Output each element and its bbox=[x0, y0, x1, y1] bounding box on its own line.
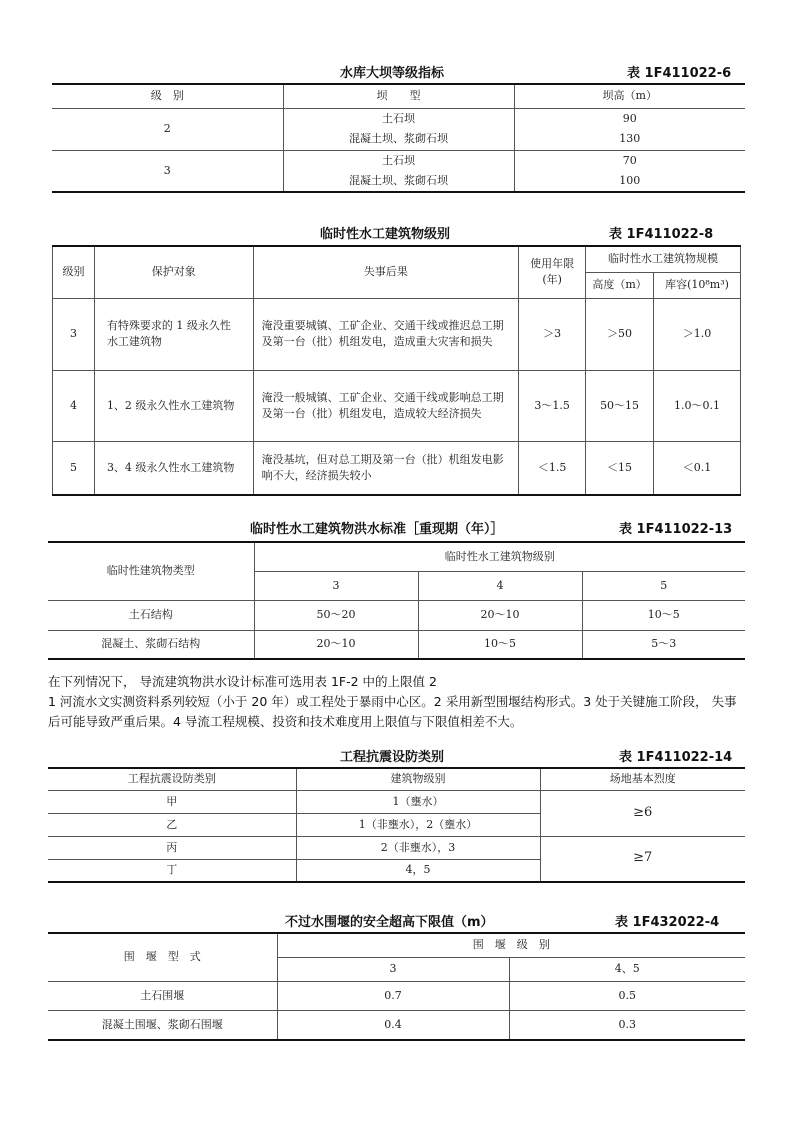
table4-header-category: 工程抗震设防类别 bbox=[48, 768, 296, 790]
table1-header-level: 级 别 bbox=[52, 84, 283, 108]
table3 bbox=[48, 541, 745, 660]
table1-cell: 90 bbox=[514, 108, 745, 129]
table5-cell: 0.5 bbox=[509, 981, 745, 1010]
table1-cell: 70 bbox=[514, 150, 745, 171]
table4-cell: ≥6 bbox=[540, 790, 745, 836]
table3-level-4: 4 bbox=[418, 571, 582, 600]
table2-cell: 3 bbox=[53, 298, 95, 370]
table2-cell: ＜0.1 bbox=[654, 441, 741, 495]
table1-header-height: 坝高（m） bbox=[514, 84, 745, 108]
table3-cell: 10～5 bbox=[582, 600, 745, 630]
table3-cell: 混凝土、浆砌石结构 bbox=[48, 630, 254, 659]
table3-level-5: 5 bbox=[582, 571, 745, 600]
table1-cell: 混凝土坝、浆砌石坝 bbox=[283, 129, 514, 150]
table2-header-object: 保护对象 bbox=[94, 246, 253, 298]
table3-cell: 20～10 bbox=[418, 600, 582, 630]
table2-cell: 3～1.5 bbox=[519, 370, 586, 441]
table2-cell: 淹没重要城镇、工矿企业、交通干线或推迟总工期及第一台（批）机组发电，造成重大灾害和损失 bbox=[253, 298, 519, 370]
note-line-2: 1 河流水文实测资料系列较短（小于 20 年）或工程处于暴雨中心区。2 采用新型围堰结构形式。3 处于关键施工阶段， 失事后可能导致严重后果。4 导流工程规模、投资和技术难度用上限值与下限值相差不大。 bbox=[48, 694, 737, 729]
table5-cell: 0.7 bbox=[277, 981, 509, 1010]
table1-cell: 土石坝 bbox=[283, 108, 514, 129]
table2-header-capacity: 库容(10⁸m³) bbox=[654, 272, 741, 298]
table2-cell: ＞3 bbox=[519, 298, 586, 370]
table3-cell: 50～20 bbox=[254, 600, 418, 630]
table5-level-3: 3 bbox=[277, 957, 509, 981]
table4 bbox=[48, 767, 745, 883]
table4-header-level: 建筑物级别 bbox=[296, 768, 540, 790]
table2-cell: ＞50 bbox=[586, 298, 654, 370]
table4-cell: ≥7 bbox=[540, 836, 745, 882]
note-paragraph bbox=[48, 672, 748, 732]
table4-cell: 丁 bbox=[48, 859, 296, 882]
table3-cell: 5～3 bbox=[582, 630, 745, 659]
table2-cell: 4 bbox=[53, 370, 95, 441]
table4-cell: 4，5 bbox=[296, 859, 540, 882]
table1-cell: 2 bbox=[52, 108, 283, 150]
table3-title: 临时性水工建筑物洪水标准［重现期（年）］ bbox=[250, 522, 504, 537]
table4-cell: 乙 bbox=[48, 813, 296, 836]
table1-cell: 土石坝 bbox=[283, 150, 514, 171]
table3-number: 表 1F411022-13 bbox=[619, 522, 733, 537]
table1-cell: 100 bbox=[514, 171, 745, 192]
table2-header-years bbox=[519, 246, 586, 298]
table4-cell: 2（非壅水），3 bbox=[296, 836, 540, 859]
table2-cell: 50～15 bbox=[586, 370, 654, 441]
table5 bbox=[48, 932, 745, 1041]
table2-cell: 1.0～0.1 bbox=[654, 370, 741, 441]
table5-level-45: 4、5 bbox=[509, 957, 745, 981]
table4-cell: 1（非壅水），2（壅水） bbox=[296, 813, 540, 836]
table2-header-years-unit: (年) bbox=[542, 273, 562, 287]
table5-title: 不过水围堰的安全超高下限值（m） bbox=[285, 915, 494, 930]
table2-header-height: 高度（m） bbox=[586, 272, 654, 298]
table2-cell: 淹没一般城镇、工矿企业、交通干线或影响总工期及第一台（批）机组发电，造成较大经济损失 bbox=[253, 370, 519, 441]
table1 bbox=[52, 83, 745, 193]
table1-number: 表 1F411022-6 bbox=[627, 66, 732, 81]
table2 bbox=[52, 245, 741, 496]
table3-header-type: 临时性建筑物类型 bbox=[48, 542, 254, 600]
table2-cell: 1、2 级永久性水工建筑物 bbox=[94, 370, 253, 441]
table1-title: 水库大坝等级指标 bbox=[340, 66, 445, 81]
table1-cell: 130 bbox=[514, 129, 745, 150]
table2-header-scale: 临时性水工建筑物规模 bbox=[586, 246, 741, 272]
table5-cell: 土石围堰 bbox=[48, 981, 277, 1010]
table4-number: 表 1F411022-14 bbox=[619, 750, 733, 765]
table5-header-type: 围 堰 型 式 bbox=[48, 933, 277, 981]
table5-cell: 0.4 bbox=[277, 1010, 509, 1040]
table3-level-3: 3 bbox=[254, 571, 418, 600]
table2-cell: 5 bbox=[53, 441, 95, 495]
table3-cell: 20～10 bbox=[254, 630, 418, 659]
table2-cell: ＜15 bbox=[586, 441, 654, 495]
table1-cell: 混凝土坝、浆砌石坝 bbox=[283, 171, 514, 192]
table2-title: 临时性水工建筑物级别 bbox=[320, 227, 451, 242]
table2-cell: 淹没基坑，但对总工期及第一台（批）机组发电影响不大，经济损失较小 bbox=[253, 441, 519, 495]
table1-cell: 3 bbox=[52, 150, 283, 192]
table3-cell: 土石结构 bbox=[48, 600, 254, 630]
table3-header-level: 临时性水工建筑物级别 bbox=[254, 542, 745, 571]
table4-cell: 丙 bbox=[48, 836, 296, 859]
table2-number: 表 1F411022-8 bbox=[609, 227, 714, 242]
table4-header-intensity: 场地基本烈度 bbox=[540, 768, 745, 790]
table2-cell: 有特殊要求的 1 级永久性水工建筑物 bbox=[94, 298, 253, 370]
table3-cell: 10～5 bbox=[418, 630, 582, 659]
table2-header-level: 级别 bbox=[53, 246, 95, 298]
table5-header-level: 围 堰 级 别 bbox=[277, 933, 745, 957]
table5-cell: 混凝土围堰、浆砌石围堰 bbox=[48, 1010, 277, 1040]
table5-cell: 0.3 bbox=[509, 1010, 745, 1040]
table5-number: 表 1F432022-4 bbox=[615, 915, 720, 930]
table2-header-consequence: 失事后果 bbox=[253, 246, 519, 298]
table4-cell: 甲 bbox=[48, 790, 296, 813]
table4-cell: 1（壅水） bbox=[296, 790, 540, 813]
table2-cell: 3、4 级永久性水工建筑物 bbox=[94, 441, 253, 495]
table2-cell: ＞1.0 bbox=[654, 298, 741, 370]
note-line-1: 在下列情况下， 导流建筑物洪水设计标准可选用表 1F-2 中的上限值 2 bbox=[48, 674, 437, 689]
table2-header-years-label: 使用年限 bbox=[530, 257, 575, 271]
table2-cell: ＜1.5 bbox=[519, 441, 586, 495]
table1-header-dam-type: 坝 型 bbox=[283, 84, 514, 108]
table4-title: 工程抗震设防类别 bbox=[340, 750, 445, 765]
